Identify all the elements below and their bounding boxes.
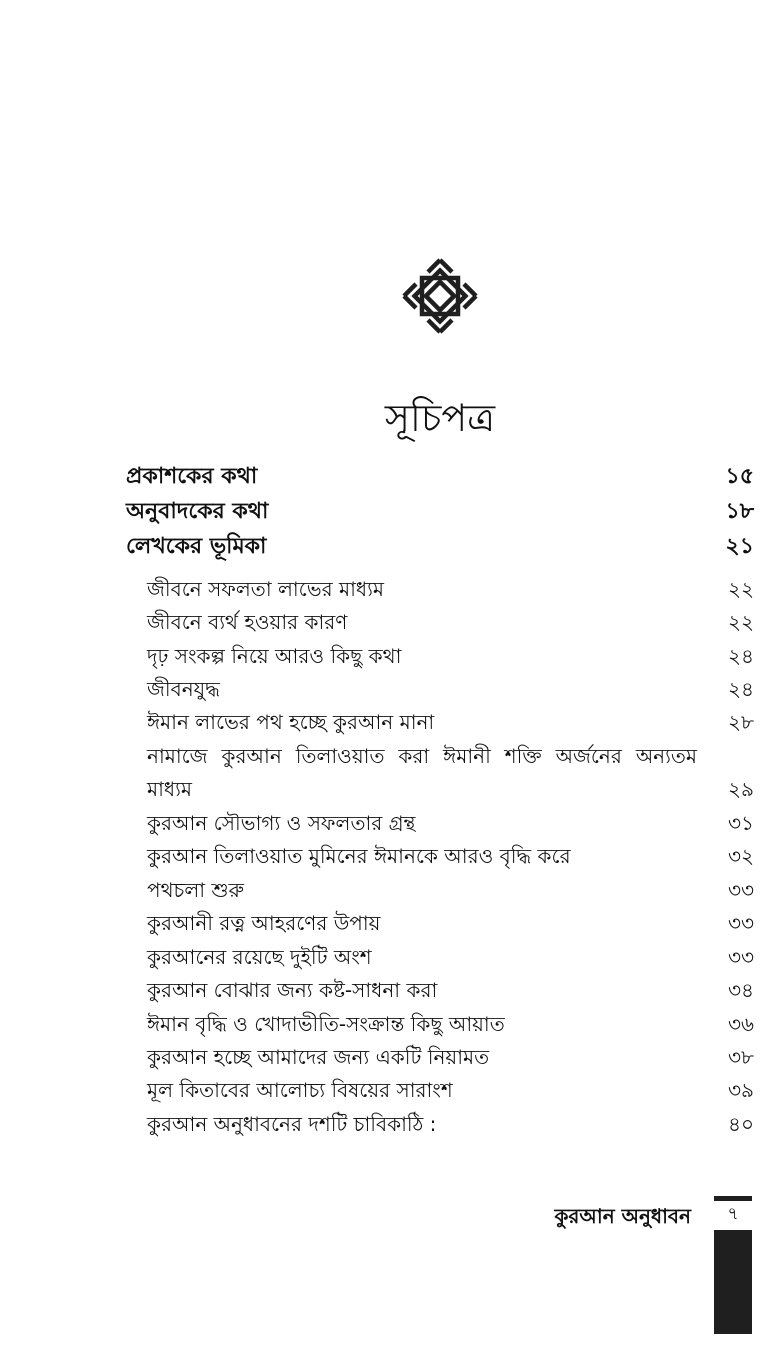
toc-entry-label: পথচলা শুরু bbox=[147, 878, 244, 902]
toc-entry-label: কুরআন বোঝার জন্য কষ্ট-সাধনা করা bbox=[147, 978, 438, 1002]
toc-entry bbox=[147, 673, 754, 705]
toc-entry bbox=[147, 1041, 754, 1073]
toc-entry-page: ২৪ bbox=[728, 677, 754, 701]
toc-entry-label: মূল কিতাবের আলোচ্য বিষয়ের সারাংশ bbox=[147, 1078, 453, 1102]
toc-entry bbox=[147, 573, 754, 605]
toc-entry bbox=[147, 1074, 754, 1106]
toc-entry-label: কুরআন অনুধাবনের দশটি চাবিকাঠি : bbox=[147, 1112, 437, 1136]
toc-entry-page: ২৯ bbox=[728, 777, 754, 801]
page-tab-block bbox=[714, 1230, 752, 1334]
toc-entry bbox=[147, 606, 754, 638]
toc-entry bbox=[147, 1108, 754, 1140]
toc-entry-page: ৩১ bbox=[728, 811, 754, 835]
toc-entry-page: ২২ bbox=[727, 610, 754, 634]
toc-entry-label: মাধ্যম bbox=[147, 777, 193, 801]
toc-entry-label: প্রকাশকের কথা bbox=[126, 464, 258, 489]
toc-entry bbox=[147, 706, 754, 738]
toc-entry-page: ৪০ bbox=[728, 1112, 754, 1136]
toc-entry-label: জীবনে সফলতা লাভের মাধ্যম bbox=[147, 577, 384, 601]
toc-entry bbox=[147, 640, 754, 672]
toc-entry-label: জীবনে ব্যর্থ হওয়ার কারণ bbox=[147, 610, 348, 634]
toc-entry-page: ৩৮ bbox=[728, 1045, 754, 1069]
toc-entry-label: লেখকের ভূমিকা bbox=[126, 534, 267, 559]
toc-entry-page: ১৫ bbox=[725, 464, 754, 489]
toc-entry-page: ২৮ bbox=[728, 710, 754, 734]
toc-entry-page: ৩২ bbox=[727, 844, 754, 868]
toc-entry bbox=[147, 874, 754, 906]
toc-entry-page: ৩৩ bbox=[727, 945, 754, 969]
toc-entry bbox=[147, 941, 754, 973]
toc-entry bbox=[147, 1008, 754, 1040]
toc-entry-page: ৩৩ bbox=[727, 911, 754, 935]
toc-entry-label: কুরআনের রয়েছে দুইটি অংশ bbox=[147, 945, 372, 969]
toc-entry-page: ৩৩ bbox=[727, 878, 754, 902]
toc-entry-page: ১৮ bbox=[725, 499, 754, 524]
toc-entry-page: ৩৬ bbox=[727, 1012, 754, 1036]
toc-entry-label: ঈমান বৃদ্ধি ও খোদাভীতি-সংক্রান্ত কিছু আয়াত bbox=[147, 1012, 505, 1036]
toc-entry-line-1: নামাজে কুরআন তিলাওয়াত করা ঈমানী শক্তি অর্জনের অন্যতম bbox=[147, 744, 697, 768]
toc-entry-page: ৩৯ bbox=[728, 1078, 754, 1102]
toc-entry bbox=[147, 907, 754, 939]
toc-entry bbox=[126, 460, 754, 494]
toc-entry-page: ৩৪ bbox=[728, 978, 754, 1002]
toc-entry bbox=[126, 495, 754, 529]
toc-entry bbox=[126, 530, 754, 564]
toc-entry-page: ২২ bbox=[727, 577, 754, 601]
toc-entry-label: ঈমান লাভের পথ হচ্ছে কুরআন মানা bbox=[147, 710, 435, 734]
toc-entry bbox=[147, 974, 754, 1006]
toc-entry-page: ২১ bbox=[725, 534, 754, 559]
toc-entry-page: ২৪ bbox=[728, 644, 754, 668]
page-number: ৭ bbox=[727, 1204, 739, 1224]
toc-entry-label: কুরআন সৌভাগ্য ও সফলতার গ্রন্থ bbox=[147, 811, 416, 835]
running-footer-title: কুরআন অনুধাবন bbox=[554, 1204, 691, 1228]
toc-entry-label: জীবনযুদ্ধ bbox=[147, 677, 220, 701]
page-title: সূচিপত্র bbox=[384, 396, 496, 440]
toc-entry-label: অনুবাদকের কথা bbox=[126, 499, 269, 524]
toc-entry bbox=[147, 840, 754, 872]
toc-entry bbox=[147, 773, 754, 805]
toc-entry-label: দৃঢ় সংকল্প নিয়ে আরও কিছু কথা bbox=[147, 644, 402, 668]
toc-entry bbox=[147, 807, 754, 839]
toc-entry-label: কুরআনী রত্ন আহরণের উপায় bbox=[147, 911, 381, 935]
toc-entry-label: কুরআন তিলাওয়াত মুমিনের ঈমানকে আরও বৃদ্ধি করে bbox=[147, 844, 571, 868]
toc-entry-label: কুরআন হচ্ছে আমাদের জন্য একটি নিয়ামত bbox=[147, 1045, 490, 1069]
